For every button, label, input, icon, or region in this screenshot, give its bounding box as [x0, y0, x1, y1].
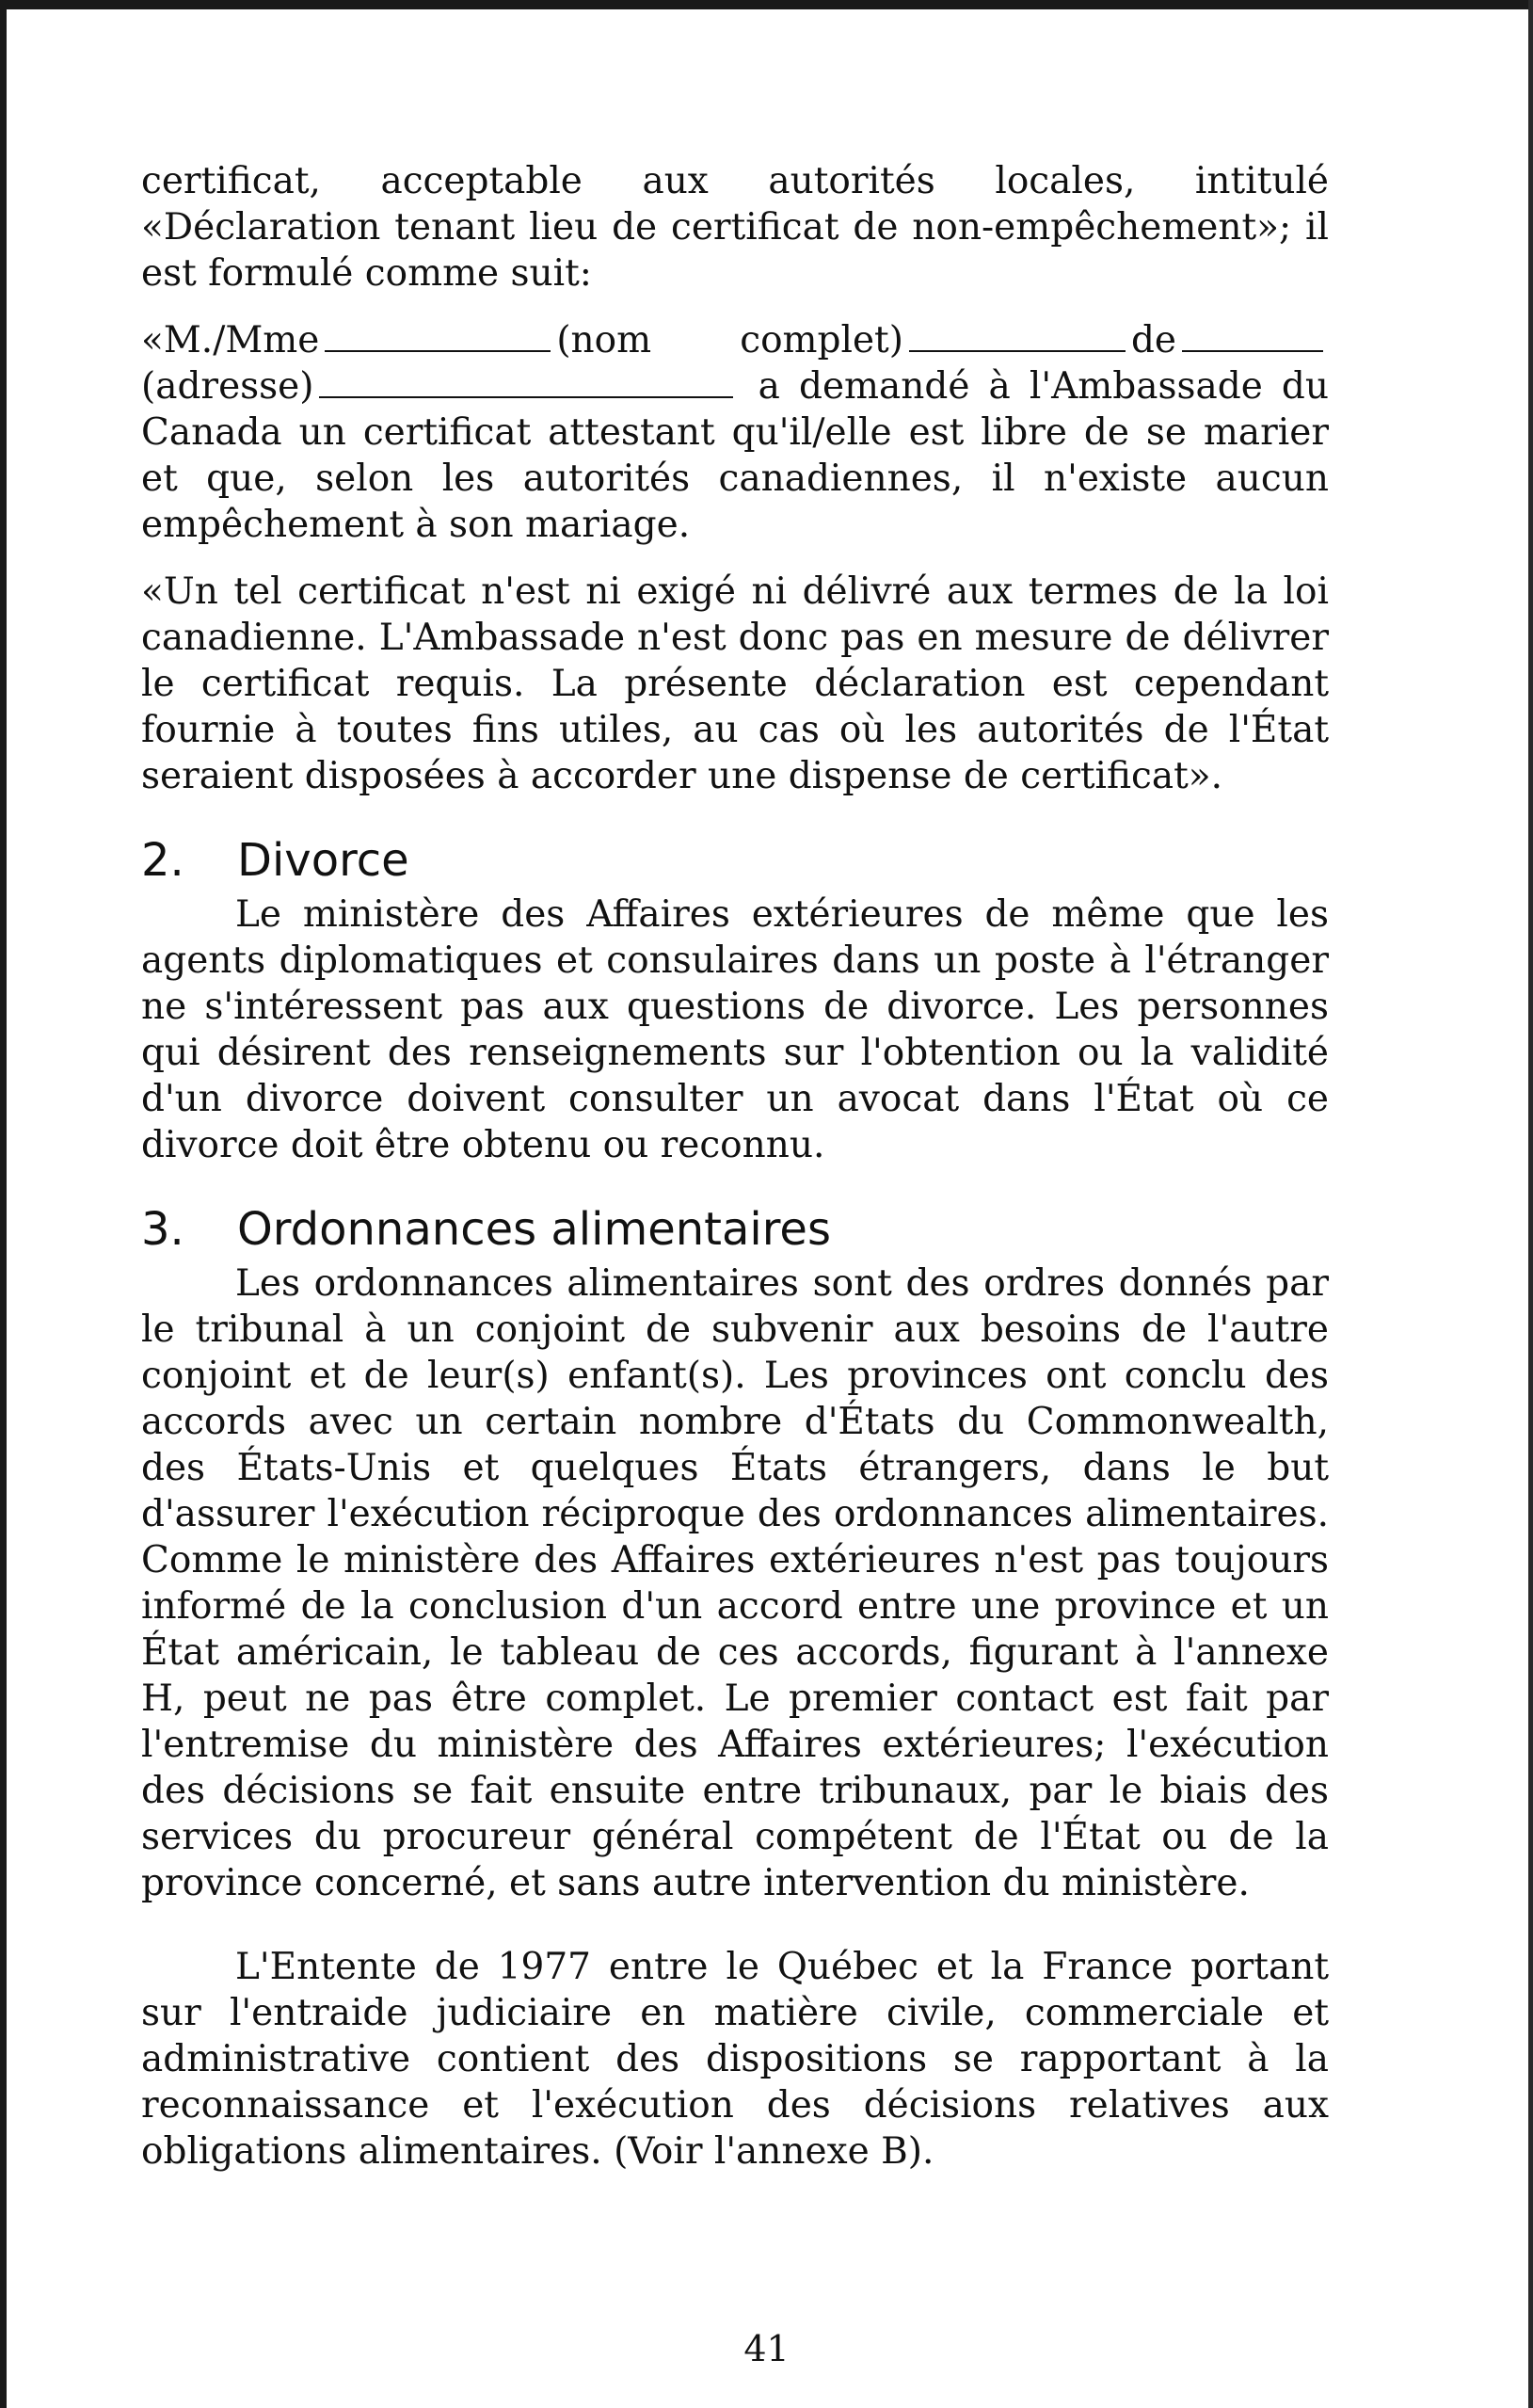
declaration-paragraph: «Un tel certificat n'est ni exigé ni délivré aux termes de la loi canadienne. L'Ambassade n'est donc pas en mesure de délivrer le certificat requis. La présente déclaration est cependant fournie à toutes fins utiles, au cas où les autorités de l'État seraient disposées à accorder une dispense de certificat».	[141, 570, 1329, 797]
form-adresse-label: (adresse)	[141, 365, 314, 408]
section-heading-ordonnances	[141, 1202, 1329, 1257]
page-number: 41	[743, 2328, 790, 2369]
entente-paragraph: L'Entente de 1977 entre le Québec et la France portant sur l'entraide judiciaire en matière civile, commerciale et administrative contient des dispositions se rapportant à la reconnaissance et l'exécution des décisions relatives aux obligations alimentaires. (Voir l'annexe B).	[141, 1946, 1329, 2173]
page-content	[141, 158, 1329, 2175]
form-de-label: de	[1130, 319, 1176, 361]
scan-edge-top	[0, 0, 1533, 9]
section-number: 2.	[141, 834, 184, 887]
scan-edge-left	[0, 0, 7, 2408]
adresse-blank-line	[319, 396, 733, 398]
nom-blank-line	[909, 350, 1126, 352]
section-title: Ordonnances alimentaires	[237, 1203, 831, 1256]
section-number: 3.	[141, 1203, 184, 1256]
scan-edge-right	[1528, 0, 1533, 2408]
intro-paragraph: certificat, acceptable aux autorités locales, intitulé «Déclaration tenant lieu de certificat de non-empêchement»; il est formulé comme suit:	[141, 160, 1329, 295]
section-heading-divorce	[141, 833, 1329, 888]
section-title: Divorce	[237, 834, 409, 887]
divorce-paragraph: Le ministère des Affaires extérieures de même que les agents diplomatiques et consulaires dans un poste à l'étranger ne s'intéressent pas aux questions de divorce. Les personnes qui désirent des renseignements sur l'obtention ou la validité d'un divorce doivent consulter un avocat dans l'État où ce divorce doit être obtenu ou reconnu.	[141, 893, 1329, 1166]
name-blank-line	[325, 350, 551, 352]
form-mme-label: «M./Mme	[141, 319, 320, 361]
de-blank-line	[1182, 350, 1323, 352]
ordonnances-paragraph: Les ordonnances alimentaires sont des ordres donnés par le tribunal à un conjoint de subvenir aux besoins de l'autre conjoint et de leur(s) enfant(s). Les provinces ont conclu des accords avec un certain nombre d'États du Commonwealth, des États-Unis et quelques États étrangers, dans le but d'assurer l'exécution réciproque des ordonnances alimentaires. Comme le ministère des Affaires extérieures n'est pas toujours informé de la conclusion d'un accord entre une province et un État américain, le tableau de ces accords, figurant à l'annexe H, peut ne pas être complet. Le premier contact est fait par l'entremise du ministère des Affaires extérieures; l'exécution des décisions se fait ensuite entre tribunaux, par le biais des services du procureur général compétent de l'État ou de la province concerné, et sans autre intervention du ministère.	[141, 1262, 1329, 1904]
form-nom-label: (nom complet)	[556, 319, 903, 361]
form-statement-paragraph	[141, 317, 1329, 548]
form-rest-text: a demandé à l'Ambassade du Canada un certificat attestant qu'il/elle est libre de se marier et que, selon les autorités canadiennes, il n'existe aucun empêchement à son mariage.	[141, 365, 1329, 546]
